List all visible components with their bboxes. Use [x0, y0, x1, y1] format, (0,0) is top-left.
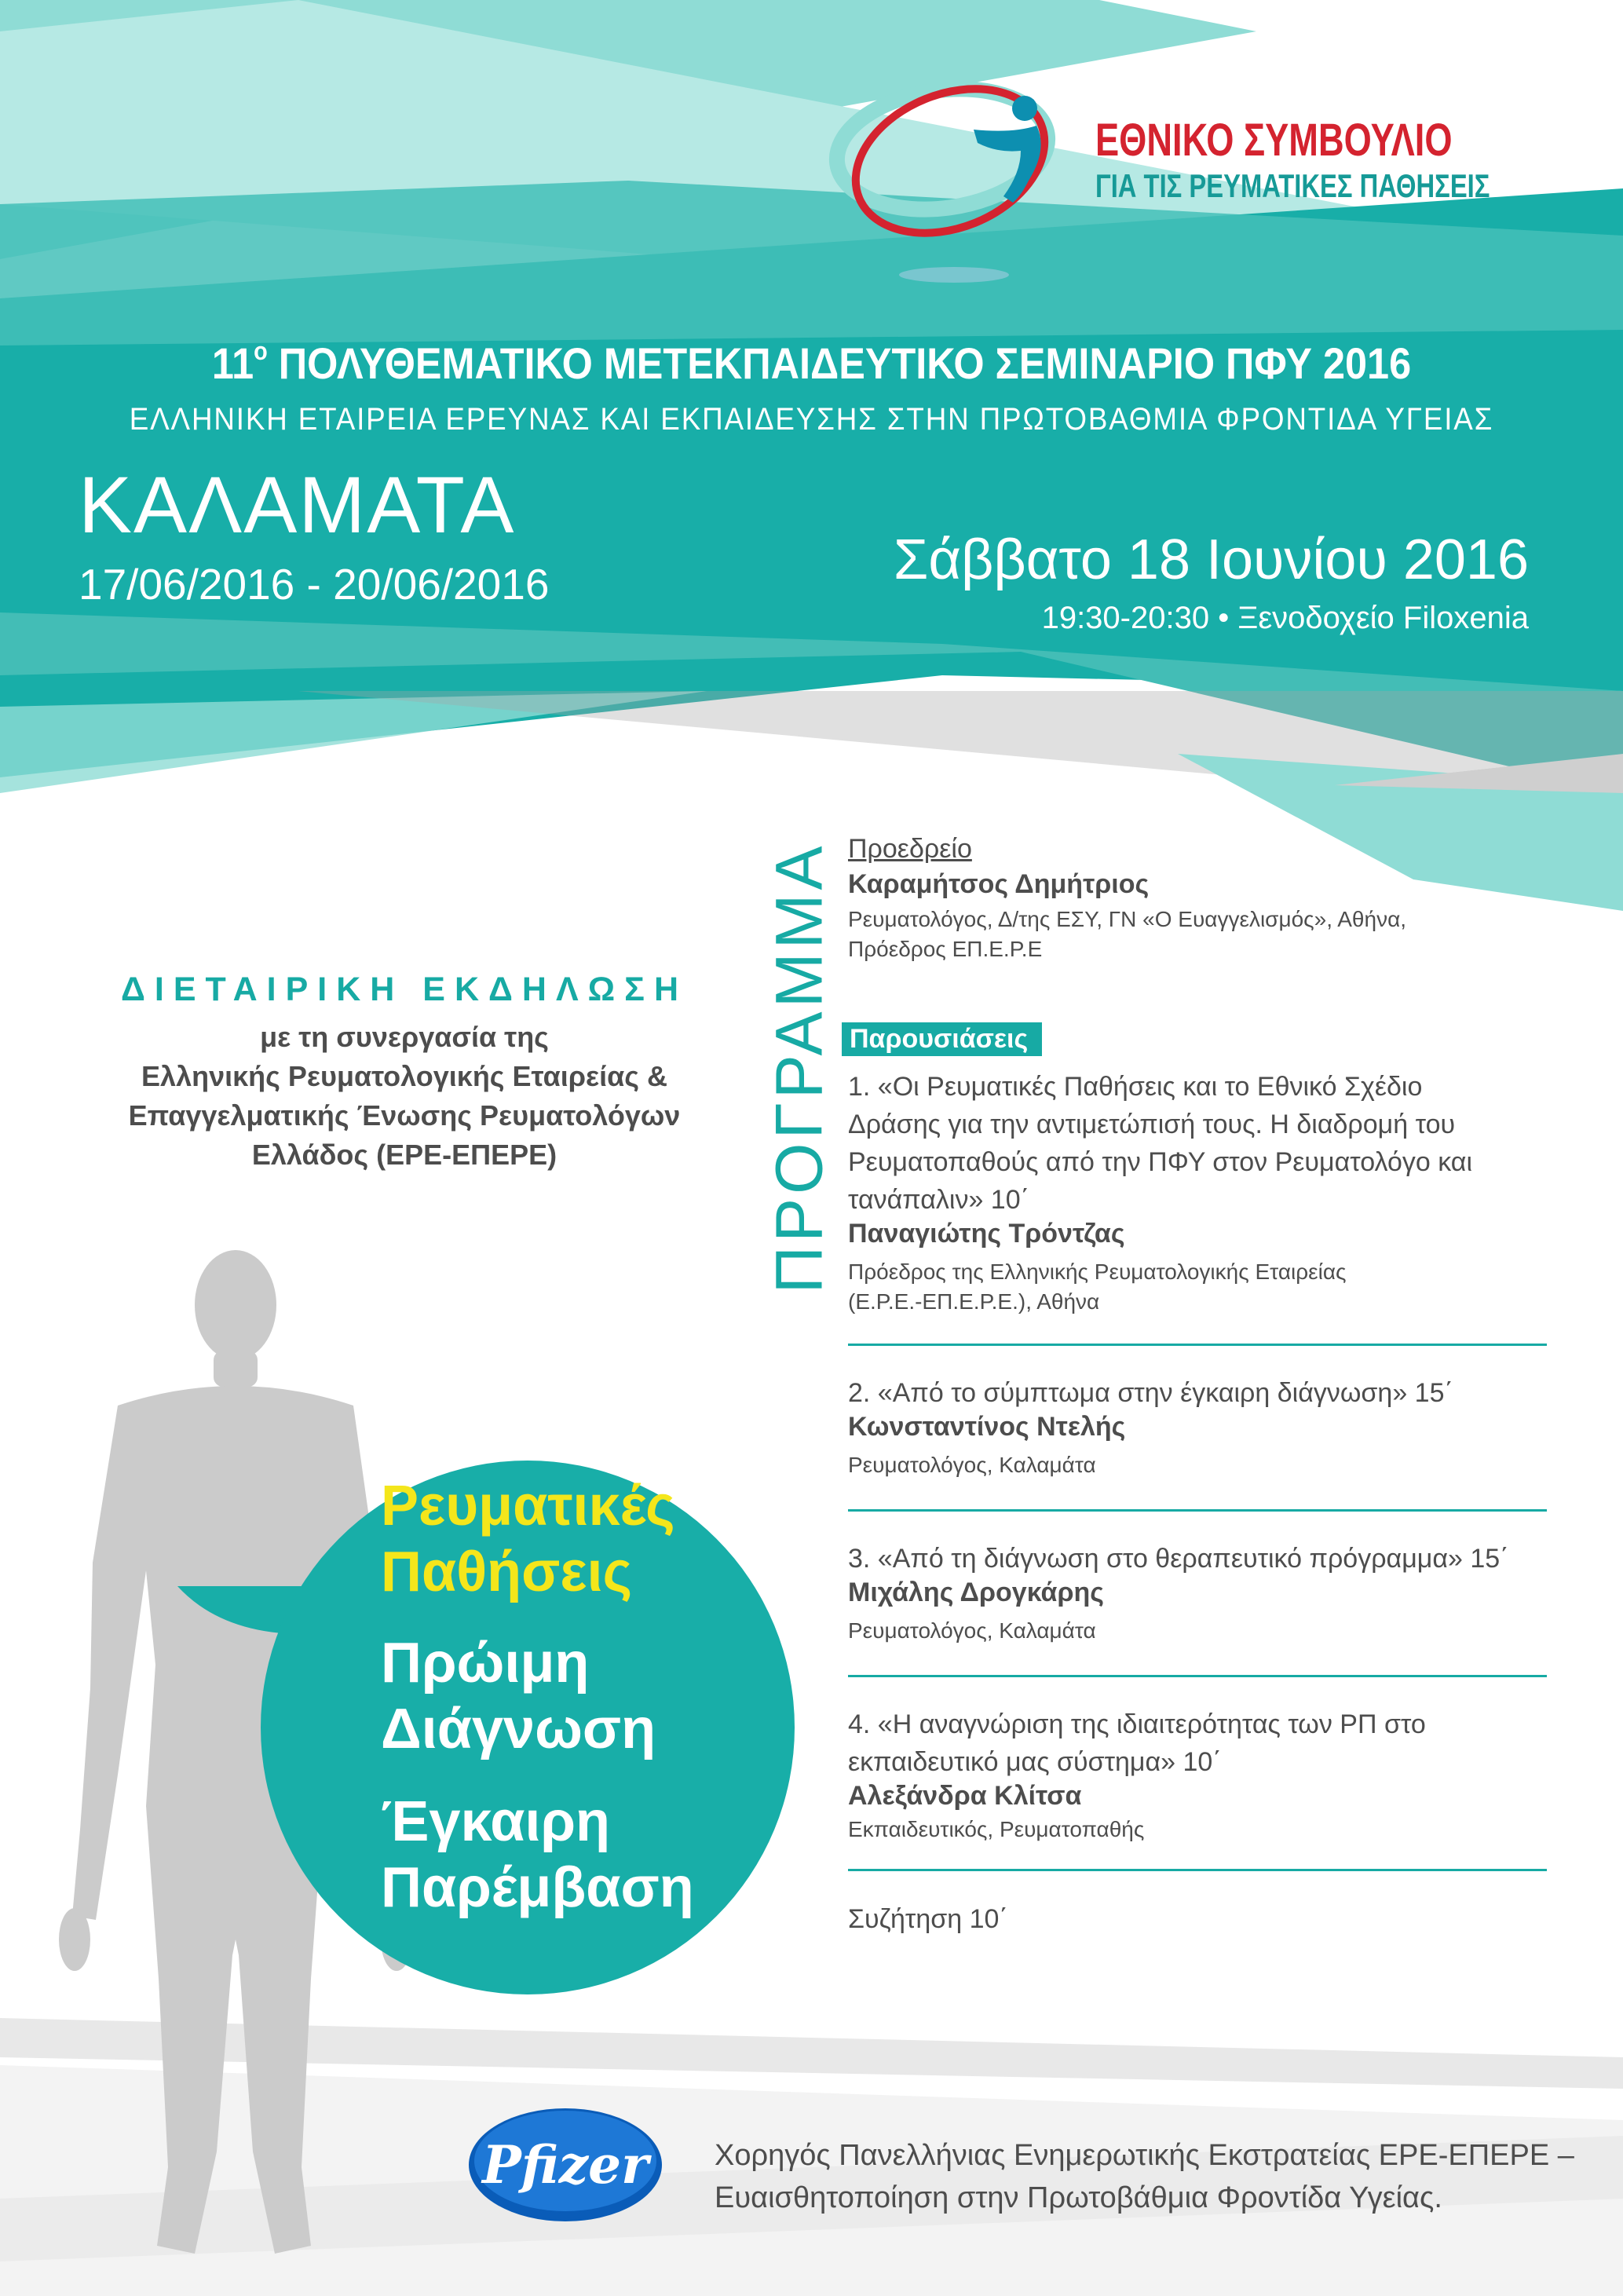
separator — [848, 1675, 1547, 1677]
talk-item — [848, 1706, 1426, 1844]
talk-title: Δράσης για την αντιμετώπισή τους. Η διαδρομή του — [848, 1110, 1456, 1139]
circle-early-diagnosis: Πρώιμη Διάγνωση — [381, 1632, 656, 1760]
sponsor-line: Χορηγός Πανελλήνιας Ενημερωτικής Εκστρατείας ΕΡΕ-ΕΠΕΡΕ – — [715, 2139, 1574, 2172]
talk-speaker: Μιχάλης Δρογκάρης — [848, 1578, 1104, 1607]
talk-speaker: Παναγιώτης Τρόντζας — [848, 1219, 1125, 1249]
talk-item — [848, 1540, 1509, 1646]
sponsor-text — [715, 2134, 1574, 2219]
talk-speaker-desc: Ρευματολόγος, Καλαμάτα — [848, 1618, 1096, 1643]
talk-speaker-desc: Εκπαιδευτικός, Ρευματοπαθής — [848, 1817, 1145, 1841]
chair-desc: Πρόεδρος ΕΠ.Ε.Ρ.Ε — [848, 937, 1043, 961]
talk-title: 1. «Οι Ρευματικές Παθήσεις και το Εθνικό Σχέδιο — [848, 1072, 1423, 1102]
chair-label: Προεδρείο — [848, 834, 972, 864]
circle-timely-intervention: Έγκαιρη Παρέμβαση — [381, 1790, 694, 1919]
talk-title: εκπαιδευτικό μας σύστημα» 10΄ — [848, 1747, 1222, 1777]
council-logo-text — [1095, 115, 1490, 204]
pfizer-wordmark: Pfizer — [482, 2134, 649, 2195]
talk-title: Ρευματοπαθούς από την ΠΦΥ στον Ρευματολόγο και — [848, 1147, 1472, 1177]
partnership-line: με τη συνεργασία της — [260, 1021, 549, 1053]
talk-item — [848, 1068, 1472, 1317]
talk-title: 2. «Από το σύμπτωμα στην έγκαιρη διάγνωση» 15΄ — [848, 1378, 1453, 1408]
chair-name: Καραμήτσος Δημήτριος — [848, 869, 1150, 899]
talk-title: τανάπαλιν» 10΄ — [848, 1185, 1029, 1215]
event-date: Σάββατο 18 Ιουνίου 2016 — [893, 528, 1529, 591]
talk-item — [848, 1374, 1453, 1480]
seminar-title: $11^o$ ΠΟΛΥΘΕΜΑΤΙΚΟ ΜΕΤΕΚΠΑΙΔΕΥΤΙΚΟ ΣΕΜΙΝΑΡΙΟ ΠΦΥ 2016 — [211, 337, 1412, 388]
chair-section — [848, 834, 1406, 964]
partnership-line: Ελληνικής Ρευματολογικής Εταιρείας & — [141, 1060, 667, 1092]
talk-title: 3. «Από τη διάγνωση στο θεραπευτικό πρόγραμμα» 15΄ — [848, 1544, 1509, 1574]
seminar-subtitle: ΕΛΛΗΝΙΚΗ ΕΤΑΙΡΕΙΑ ΕΡΕΥΝΑΣ ΚΑΙ ΕΚΠΑΙΔΕΥΣΗΣ ΣΤΗΝ ΠΡΩΤΟΒΑΘΜΙΑ ΦΡΟΝΤΙΔΑ ΥΓΕΙΑΣ — [129, 402, 1494, 437]
discussion: Συζήτηση 10΄ — [848, 1904, 1008, 1934]
talk-speaker: Αλεξάνδρα Κλίτσα — [848, 1781, 1082, 1811]
city-name: ΚΑΛΑΜΑΤΑ — [79, 460, 516, 550]
pfizer-logo — [463, 2104, 667, 2222]
logo-line2: ΓΙΑ ΤΙΣ ΡΕΥΜΑΤΙΚΕΣ ΠΑΘΗΣΕΙΣ — [1095, 167, 1490, 204]
separator — [848, 1344, 1547, 1346]
separator — [848, 1869, 1547, 1871]
talk-speaker-desc: (Ε.Ρ.Ε.-ΕΠ.Ε.Ρ.Ε.), Αθήνα — [848, 1289, 1100, 1314]
partnership-line: Επαγγελματικής Ένωσης Ρευματολόγων — [128, 1099, 681, 1132]
event-time-venue: 19:30-20:30 • Ξενοδοχείο Filoxenia — [1041, 601, 1529, 635]
talk-title: 4. «Η αναγνώριση της ιδιαιτερότητας των ΡΠ στο — [848, 1709, 1426, 1739]
talk-speaker-desc: Ρευματολόγος, Καλαμάτα — [848, 1453, 1096, 1477]
program-vertical-title: ΠΡΟΓΡΑΜΜΑ — [762, 842, 836, 1294]
joint-event-title: ΔΙΕΤΑΙΡΙΚΗ ΕΚΔΗΛΩΣΗ — [121, 971, 688, 1008]
presentations-badge: Παρουσιάσεις — [842, 1022, 1042, 1056]
chair-desc: Ρευματολόγος, Δ/της ΕΣΥ, ΓΝ «Ο Ευαγγελισμός», Αθήνα, — [848, 907, 1407, 931]
partnership-line: Ελλάδος (ΕΡΕ-ΕΠΕΡΕ) — [251, 1139, 557, 1171]
logo-line1: ΕΘΝΙΚΟ ΣΥΜΒΟΥΛΙΟ — [1095, 115, 1453, 166]
separator — [848, 1509, 1547, 1512]
partnership-text — [79, 1018, 730, 1175]
talk-speaker-desc: Πρόεδρος της Ελληνικής Ρευματολογικής Εταιρείας — [848, 1260, 1347, 1284]
circle-heading: Ρευματικές Παθήσεις — [381, 1475, 675, 1603]
seminar-dates: 17/06/2016 - 20/06/2016 — [79, 560, 550, 609]
sponsor-line: Ευαισθητοποίηση στην Πρωτοβάθμια Φροντίδα Υγείας. — [715, 2181, 1442, 2214]
talk-speaker: Κωνσταντίνος Ντελής — [848, 1412, 1126, 1442]
